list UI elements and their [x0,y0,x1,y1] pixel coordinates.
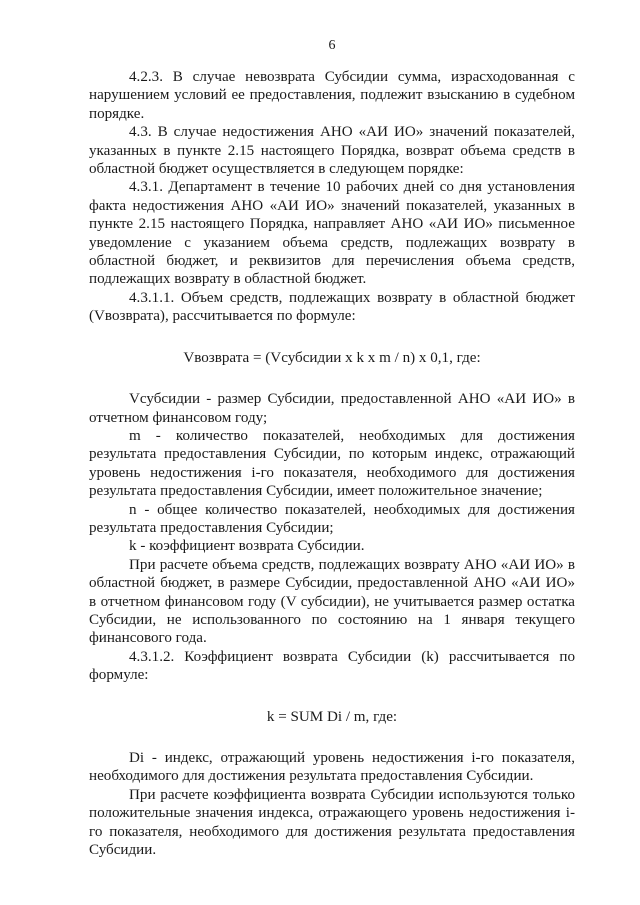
formula-refund-coefficient: k = SUM Di / m, где: [266,708,398,725]
spacer [89,367,575,390]
paragraph-4-3-1-1: 4.3.1.1. Объем средств, подлежащих возврату в областной бюджет (Vвозврата), рассчитывается по формуле: [89,289,575,325]
paragraph-4-3: 4.3. В случае недостижения АНО «АИ ИО» значений показателей, указанных в пункте 2.15 настоящего Порядка, возврат объема средств в областной бюджет осуществляется в следующем порядке: [89,124,575,178]
formula-refund-volume: Vвозврата = (Vсубсидии x k x m / n) x 0,1, где: [183,349,481,366]
definition-k: k - коэффициент возврата Субсидии. [129,538,365,555]
spacer [89,726,575,749]
paragraph-positive-values-note: При расчете коэффициента возврата Субсидии используются только положительные значения индекса, отражающего уровень недостижения i-го показателя, необходимого для достижения результата предоставления Субсидии. [89,786,575,859]
paragraph-4-3-1-2: 4.3.1.2. Коэффициент возврата Субсидии (k) рассчитывается по формуле: [89,648,575,684]
spacer [89,326,575,349]
definition-n: n - общее количество показателей, необходимых для достижения результата предоставления Субсидии; [89,501,575,536]
document-body [89,68,575,859]
definition-m: m - количество показателей, необходимых для достижения результата предоставления Субсидии, по которым индекс, отражающий уровень недостижения i-го показателя, необходимого для достижения результата предоставления Субсидии, имеет положительное значение; [89,427,575,500]
paragraph-4-2-3: 4.2.3. В случае невозврата Субсидии сумма, израсходованная с нарушением условий ее предоставления, подлежит взысканию в судебном порядке. [89,69,575,122]
paragraph-remainder-note: При расчете объема средств, подлежащих возврату АНО «АИ ИО» в областной бюджет, в размере Субсидии, предоставленной АНО «АИ ИО» в отчетном финансовом году (V субсидии), не учитывается размер остатка Субсидии, не использованного по состоянию на 1 января текущего финансового года. [89,556,575,647]
page-number: 6 [328,38,336,53]
spacer [89,685,575,708]
paragraph-4-3-1: 4.3.1. Департамент в течение 10 рабочих дней со дня установления факта недостижения АНО «АИ ИО» значений показателей, указанных в пункте 2.15 настоящего Порядка, направляет АНО «АИ ИО» письменное уведомление с указанием объема средств, подлежащих возврату в областной бюджет, и реквизитов для перечисления объема средств, подлежащих возврату в областной бюджет. [89,179,575,288]
definition-di: Di - индекс, отражающий уровень недостижения i-го показателя, необходимого для достижения результата предоставления Субсидии. [89,750,575,785]
definition-v-subsidy: Vсубсидии - размер Субсидии, предоставленной АНО «АИ ИО» в отчетном финансовом году; [89,391,575,426]
